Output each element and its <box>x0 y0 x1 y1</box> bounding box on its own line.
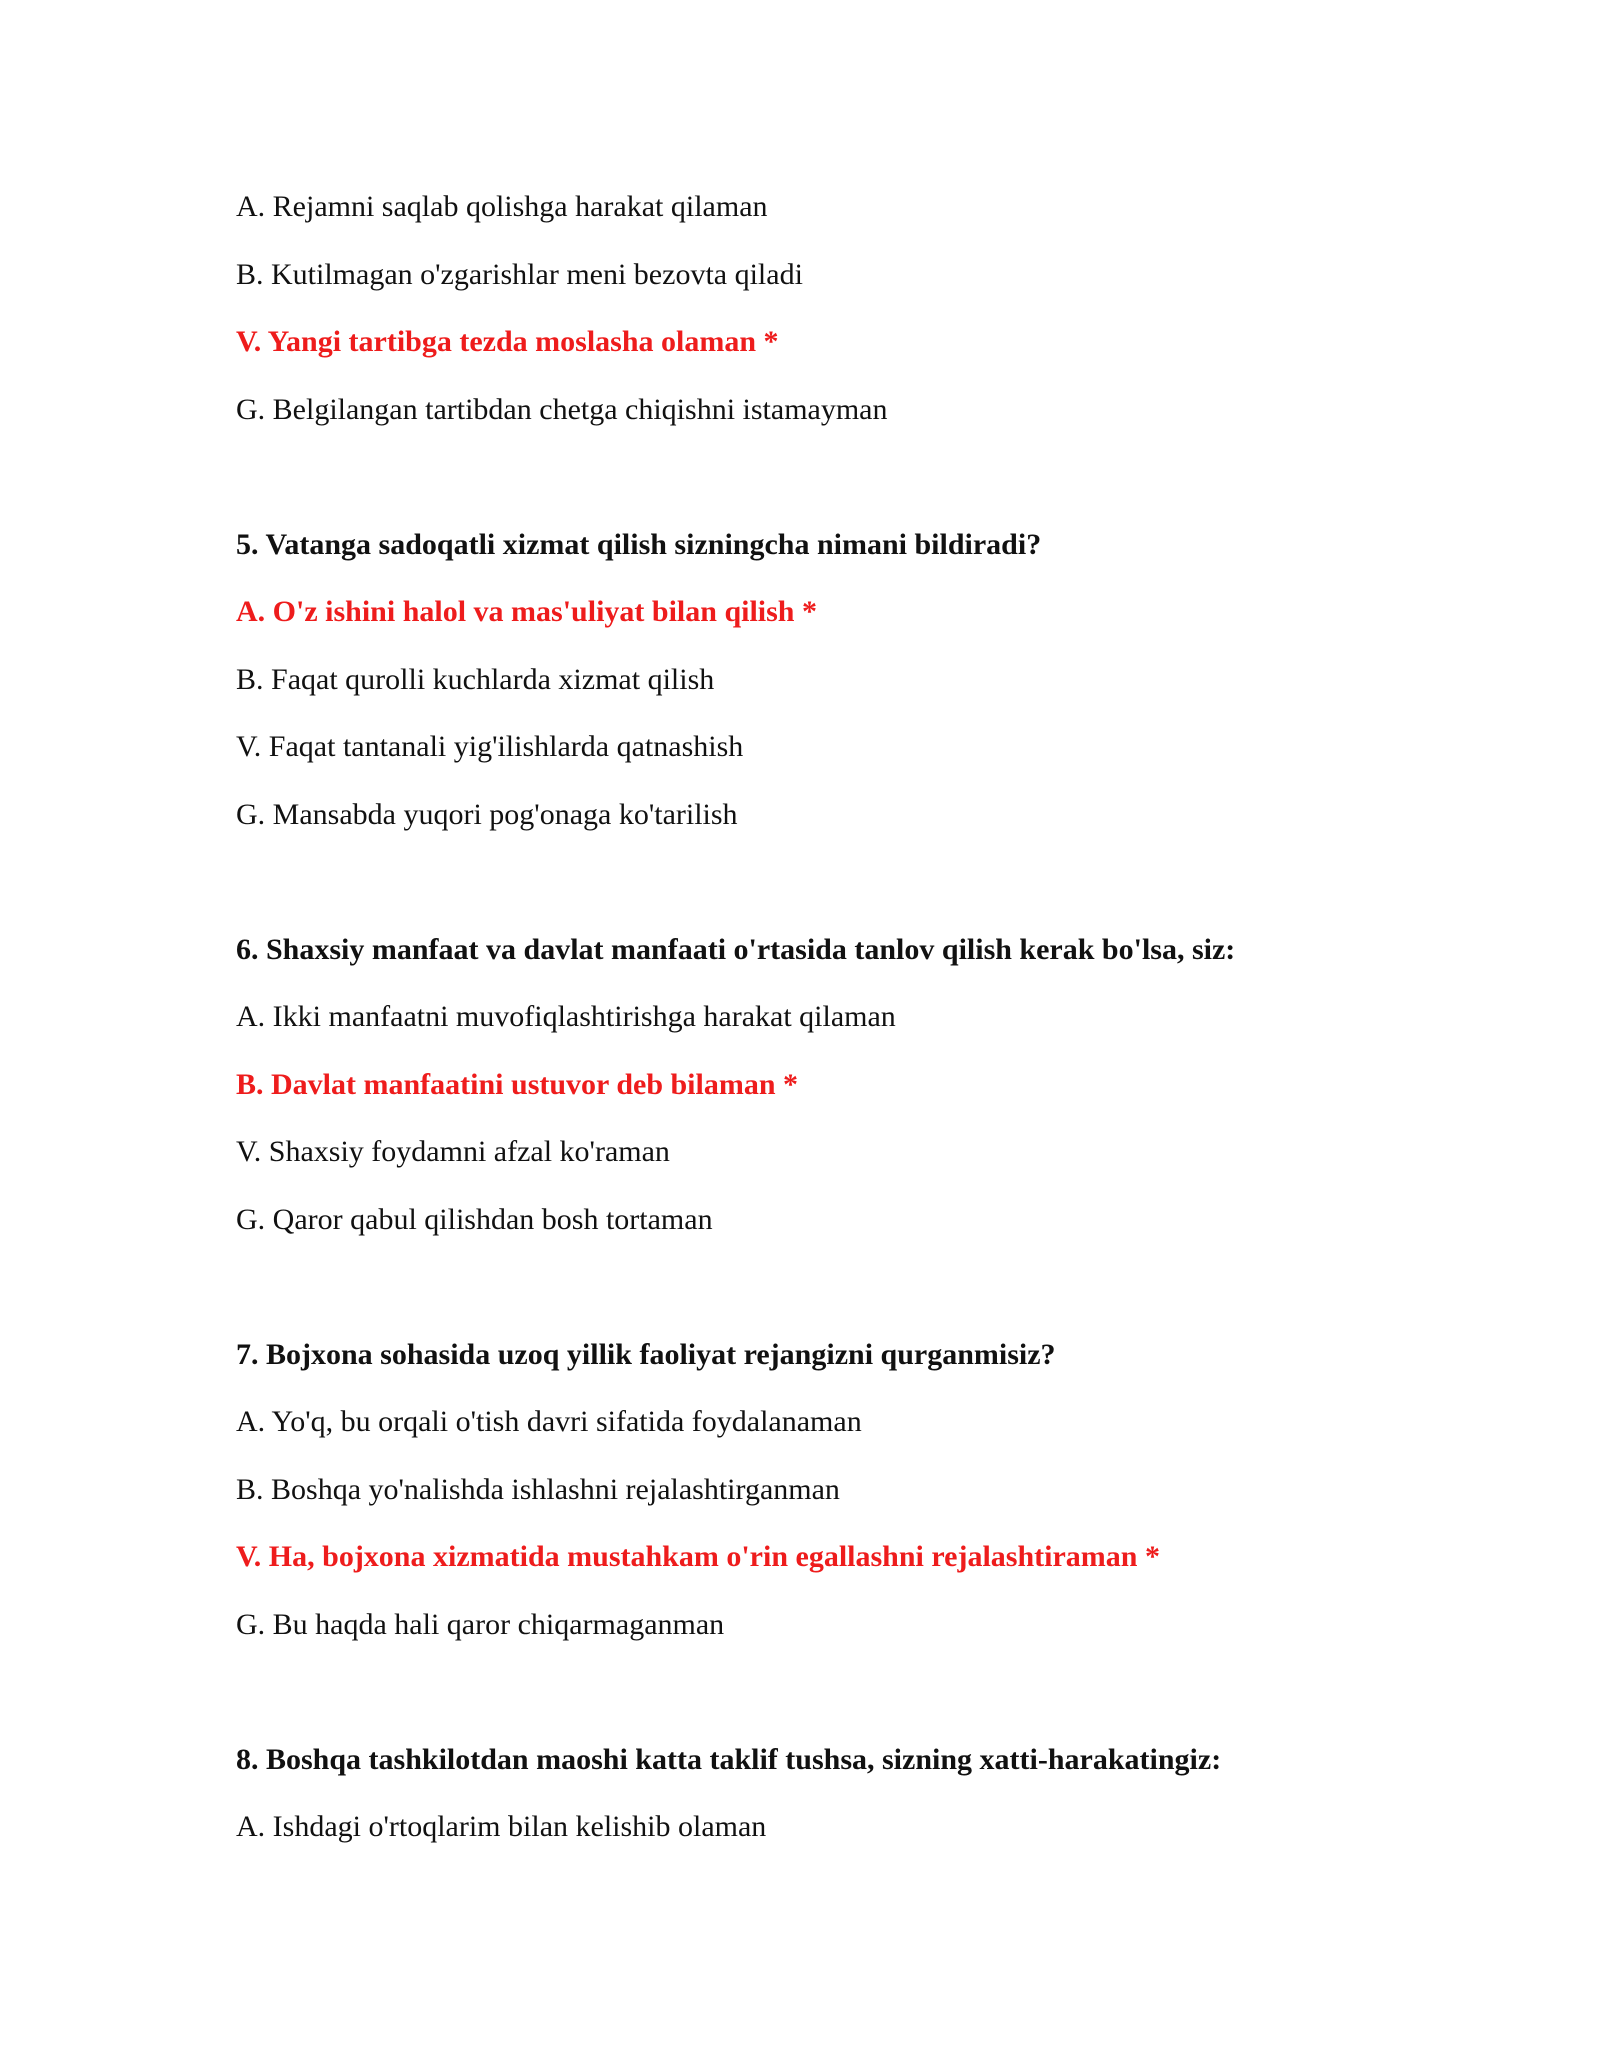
q5-question: 5. Vatanga sadoqatli xizmat qilish sizningcha nimani bildiradi? <box>236 528 1042 561</box>
q8-option-a: A. Ishdagi o'rtoqlarim bilan kelishib olaman <box>236 1810 767 1843</box>
q7-option-b: B. Boshqa yo'nalishda ishlashni rejalashtirganman <box>236 1473 840 1506</box>
q6-option-g: G. Qaror qabul qilishdan bosh tortaman <box>236 1203 713 1236</box>
q5-option-g: G. Mansabda yuqori pog'onaga ko'tarilish <box>236 798 738 831</box>
q7-option-a: A. Yo'q, bu orqali o'tish davri sifatida foydalanaman <box>236 1405 862 1438</box>
q5-option-a-correct: A. O'z ishini halol va mas'uliyat bilan qilish * <box>236 595 817 628</box>
q4-option-b: B. Kutilmagan o'zgarishlar meni bezovta qiladi <box>236 258 803 291</box>
q6-option-v: V. Shaxsiy foydamni afzal ko'raman <box>236 1135 670 1168</box>
q5-option-v: V. Faqat tantanali yig'ilishlarda qatnashish <box>236 730 744 763</box>
q6-option-a: A. Ikki manfaatni muvofiqlashtirishga harakat qilaman <box>236 1000 896 1033</box>
q4-option-a: A. Rejamni saqlab qolishga harakat qilaman <box>236 190 768 223</box>
q6-question: 6. Shaxsiy manfaat va davlat manfaati o'rtasida tanlov qilish kerak bo'lsa, siz: <box>236 933 1236 966</box>
q7-option-v-correct: V. Ha, bojxona xizmatida mustahkam o'rin egallashni rejalashtiraman * <box>236 1540 1160 1573</box>
q5-option-b: B. Faqat qurolli kuchlarda xizmat qilish <box>236 663 715 696</box>
q4-option-g: G. Belgilangan tartibdan chetga chiqishni istamayman <box>236 393 888 426</box>
q7-question: 7. Bojxona sohasida uzoq yillik faoliyat rejangizni qurganmisiz? <box>236 1338 1056 1371</box>
q6-option-b-correct: B. Davlat manfaatini ustuvor deb bilaman * <box>236 1068 799 1101</box>
q8-question: 8. Boshqa tashkilotdan maoshi katta taklif tushsa, sizning xatti-harakatingiz: <box>236 1743 1222 1776</box>
q7-option-g: G. Bu haqda hali qaror chiqarmaganman <box>236 1608 725 1641</box>
q4-option-v-correct: V. Yangi tartibga tezda moslasha olaman * <box>236 325 779 358</box>
